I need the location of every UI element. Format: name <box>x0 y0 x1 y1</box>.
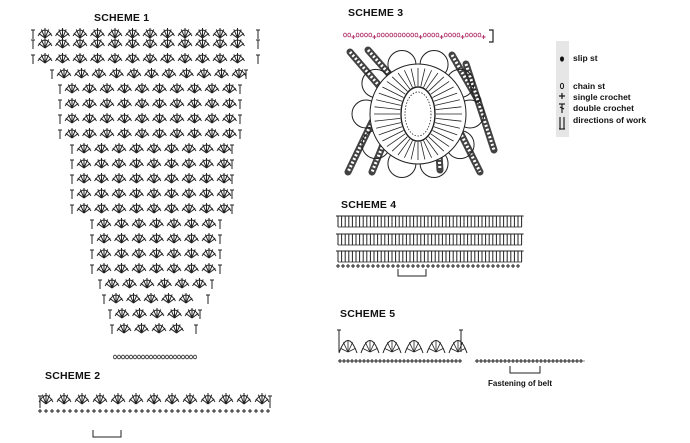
legend-label-double-crochet: double crochet <box>573 103 634 113</box>
scheme-4-diagram <box>336 216 524 276</box>
scheme-3-diagram <box>344 30 494 177</box>
legend-label-directions: directions of work <box>573 115 647 125</box>
belt-caption: Fastening of belt <box>488 379 552 388</box>
scheme-2-title: SCHEME 2 <box>45 370 101 382</box>
scheme-2-diagram <box>38 393 272 437</box>
scheme-5-title: SCHEME 5 <box>340 308 396 320</box>
legend-label-chain-st: chain st <box>573 81 606 91</box>
legend-label-single-crochet: single crochet <box>573 92 631 102</box>
scheme-1-diagram <box>31 28 260 359</box>
scheme-1-title: SCHEME 1 <box>94 12 150 24</box>
scheme-3-title: SCHEME 3 <box>348 7 404 19</box>
legend-label-slip-st: slip st <box>573 53 598 63</box>
scheme-5-diagram <box>337 330 585 373</box>
scheme-4-title: SCHEME 4 <box>341 199 397 211</box>
